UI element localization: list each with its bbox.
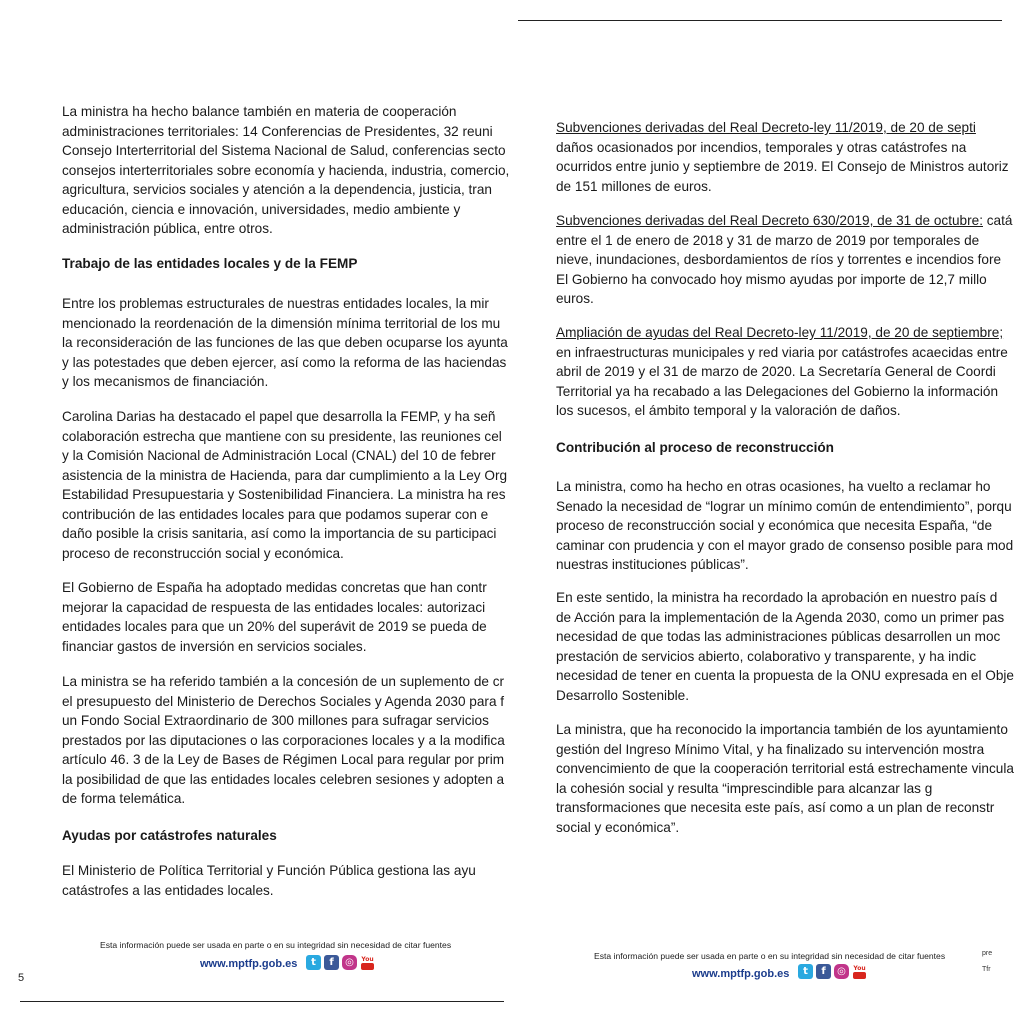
paragraph [62, 861, 476, 900]
footer-url[interactable]: www.mptfp.gob.es [200, 958, 298, 970]
text-line: La ministra se ha referido también a la concesión de un suplemento de cr [62, 674, 505, 689]
text-line: proceso de reconstrucción social y económica que necesita España, “de [556, 518, 993, 533]
section-heading [62, 254, 357, 274]
text-line: Territorial ya ha recabado a las Delegaciones del Gobierno la información [556, 383, 999, 399]
text-line: Subvenciones derivadas del Real Decreto 630/2019, de 31 de octubre: catá [556, 213, 1013, 228]
text-line: necesidad de tener en cuenta la propuesta de la ONU expresada en el Obje [556, 668, 1014, 683]
text-line: educación, ciencia e innovación, universidades, medio ambiente y [62, 201, 461, 217]
text-line: convencimiento de que la cooperación territorial está estrechamente vincula [556, 761, 1014, 776]
text-line: La ministra, que ha reconocido la importancia también de los ayuntamiento [556, 722, 1008, 737]
text-line: El Gobierno de España ha adoptado medidas concretas que han contr [62, 580, 487, 595]
text-line: catástrofes a las entidades locales. [62, 882, 274, 898]
paragraph [556, 211, 1012, 309]
text-line: consejos interterritoriales sobre economía y hacienda, industria, comercio, [62, 162, 510, 178]
text-line: nieve, inundaciones, desbordamientos de ríos y torrentes e incendios fore [556, 252, 1002, 267]
text-line: de forma telemática. [62, 791, 186, 806]
text-line: Contribución al proceso de reconstrucción [556, 440, 834, 455]
text-line: los sucesos, el ámbito temporal y la valoración de daños. [556, 403, 901, 418]
footer-notice: Esta información puede ser usada en parte o en su integridad sin necesidad de citar fuentes [100, 940, 452, 950]
text-line: administraciones territoriales: 14 Conferencias de Presidentes, 32 reuni [62, 123, 493, 139]
text-line: La ministra ha hecho balance también en materia de cooperación [62, 104, 457, 119]
text-line: abril de 2019 y el 31 de marzo de 2020. La Secretaría General de Coordi [556, 364, 996, 379]
section-heading [556, 438, 834, 458]
text-line: de 151 millones de euros. [556, 178, 712, 194]
text-line: Carolina Darias ha destacado el papel que desarrolla la FEMP, y ha señ [62, 409, 496, 424]
text-line: mejorar la capacidad de respuesta de las entidades locales: autorizaci [62, 599, 486, 615]
text-line: Estabilidad Presupuestaria y Sostenibilidad Financiera. La ministra ha res [62, 487, 506, 502]
section-heading [62, 826, 277, 846]
text-line: euros. [556, 291, 594, 306]
text-line: El Ministerio de Política Territorial y Función Pública gestiona las ayu [62, 863, 476, 878]
facebook-icon[interactable]: f [324, 955, 339, 970]
text-line: Trabajo de las entidades locales y de la FEMP [62, 256, 358, 271]
text-line: y los mecanismos de financiación. [62, 374, 269, 389]
edge-mark-bottom: Tfr [982, 966, 991, 973]
text-line: caminar con prudencia y con el mayor grado de consenso posible para mod [556, 537, 1014, 553]
text-line: financiar gastos de inversión en servicios sociales. [62, 638, 367, 654]
text-line: daños ocasionados por incendios, temporales y otras catástrofes na [556, 139, 967, 155]
footer-url[interactable]: www.mptfp.gob.es [692, 968, 790, 980]
footer-notice: Esta información puede ser usada en parte o en su integridad sin necesidad de citar fuentes [594, 951, 946, 961]
text-line: daño posible la crisis sanitaria, así como la importancia de su participaci [62, 526, 497, 541]
instagram-icon[interactable]: ◎ [834, 964, 849, 979]
text-line: Subvenciones derivadas del Real Decreto-ley 11/2019, de 20 de septi [556, 120, 976, 135]
text-line: gestión del Ingreso Mínimo Vital, y ha finalizado su intervención mostra [556, 741, 985, 757]
text-line: prestados por las diputaciones o las corporaciones locales y a la modifica [62, 732, 505, 748]
text-line: entre el 1 de enero de 2018 y 31 de marzo de 2019 por temporales de [556, 232, 980, 248]
text-line: un Fondo Social Extraordinario de 300 millones para sufragar servicios [62, 713, 489, 728]
paragraph [62, 578, 487, 656]
text-line: proceso de reconstrucción social y económica. [62, 545, 344, 561]
paragraph [62, 102, 509, 239]
text-line: colaboración estrecha que mantiene con su presidente, las reuniones cel [62, 428, 502, 444]
paragraph [556, 588, 1014, 705]
text-line: la cohesión social y resulta “imprescindible para alcanzar las g [556, 780, 933, 796]
text-line: ocurridos entre junio y septiembre de 2019. El Consejo de Ministros autoriz [556, 159, 1009, 174]
twitter-icon[interactable]: t [798, 964, 813, 979]
edge-mark-top: pre [982, 950, 993, 957]
text-line: social y económica”. [556, 819, 680, 835]
text-line: nuestras instituciones públicas”. [556, 557, 749, 572]
twitter-icon[interactable]: t [306, 955, 321, 970]
text-line: necesidad de que todas las administraciones públicas desarrollen un moc [556, 629, 1001, 644]
text-line: Entre los problemas estructurales de nuestras entidades locales, la mir [62, 296, 489, 311]
text-line: administración pública, entre otros. [62, 221, 273, 236]
paragraph [556, 477, 1013, 575]
text-line: la posibilidad de que las entidades locales celebren sesiones y adopten a [62, 771, 505, 787]
text-line: artículo 46. 3 de la Ley de Bases de Régimen Local para regular por prim [62, 752, 505, 767]
paragraph [556, 720, 1014, 837]
text-line: mencionado la reordenación de la dimensión mínima territorial de los mu [62, 315, 501, 331]
facebook-icon[interactable]: f [816, 964, 831, 979]
youtube-icon[interactable]: You [360, 955, 375, 970]
youtube-icon[interactable]: You [852, 964, 867, 979]
text-line: en infraestructuras municipales y red viaria por catástrofes acaecidas entre [556, 344, 1008, 360]
text-line: agricultura, servicios sociales y atención a la dependencia, justicia, tran [62, 182, 492, 197]
text-line: entidades locales para que un 20% del superávit de 2019 se pueda de [62, 619, 487, 634]
text-line: El Gobierno ha convocado hoy mismo ayudas por importe de 12,7 millo [556, 271, 987, 287]
text-line: transformaciones que necesita este país, así como a un plan de reconstr [556, 800, 995, 815]
text-line: Ampliación de ayudas del Real Decreto-ley 11/2019, de 20 de septiembre; [556, 325, 1004, 340]
social-icons [798, 964, 867, 979]
underlined-text: Subvenciones derivadas del Real Decreto 630/2019, de 31 de octubre: [556, 213, 983, 228]
text-line: de Acción para la implementación de la Agenda 2030, como un primer pas [556, 609, 1005, 625]
text-line: Senado la necesidad de “lograr un mínimo común de entendimiento”, porqu [556, 498, 1012, 514]
text-line: la reconsideración de las funciones de las que deben ocuparse los ayunta [62, 335, 508, 350]
instagram-icon[interactable]: ◎ [342, 955, 357, 970]
text-line: y las potestades que deben ejercer, así como la reforma de las haciendas [62, 354, 507, 370]
text-line: Consejo Interterritorial del Sistema Nacional de Salud, conferencias secto [62, 143, 506, 158]
social-icons [306, 955, 375, 970]
document-page-right [512, 0, 1024, 1024]
paragraph [62, 407, 507, 563]
bottom-rule [20, 1001, 504, 1002]
text-line: Ayudas por catástrofes naturales [62, 828, 277, 843]
text-line: Desarrollo Sostenible. [556, 687, 689, 703]
paragraph [556, 323, 1008, 421]
text-line: el presupuesto del Ministerio de Derechos Sociales y Agenda 2030 para f [62, 693, 505, 709]
paragraph [62, 294, 508, 392]
paragraph [62, 672, 505, 809]
text-line: prestación de servicios abierto, colaborativo y transparente, y ha indic [556, 648, 977, 664]
text-line: En este sentido, la ministra ha recordado la aprobación en nuestro país d [556, 590, 998, 605]
text-line: y la Comisión Nacional de Administración Local (CNAL) del 10 de febrer [62, 448, 496, 463]
paragraph [556, 118, 1009, 196]
text-line: asistencia de la ministra de Hacienda, para dar cumplimiento a la Ley Org [62, 467, 508, 483]
text-line: contribución de las entidades locales para que podamos superar con e [62, 506, 489, 522]
text-line: La ministra, como ha hecho en otras ocasiones, ha vuelto a reclamar ho [556, 479, 991, 494]
page-number: 5 [18, 972, 25, 984]
top-rule [518, 20, 1002, 21]
